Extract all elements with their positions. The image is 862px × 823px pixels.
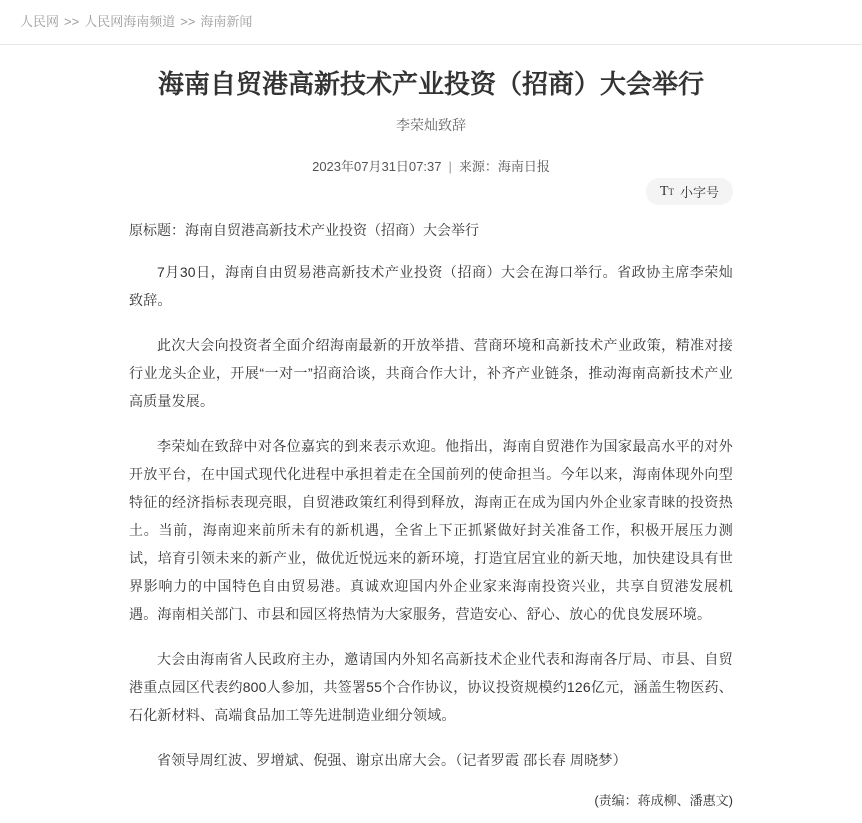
breadcrumb-separator: >> [64, 14, 80, 29]
editor-credit: (责编：蒋成柳、潘惠文) [594, 793, 733, 808]
original-title-text: 海南自贸港高新技术产业投资（招商）大会举行 [185, 222, 479, 238]
font-size-icon: TT [659, 184, 674, 199]
breadcrumb-link-hainan-channel[interactable]: 人民网海南频道 [84, 14, 176, 29]
article-meta [129, 156, 733, 175]
article-paragraph-4: 大会由海南省人民政府主办，邀请国内外知名高新技术企业代表和海南各厅局、市县、自贸港重点园区代表约800人参加，共签署55个合作协议，协议投资规模约126亿元，涵盖生物医药、石化新材料、高端食品加工等先进制造业细分领域。 [129, 651, 733, 723]
source-link[interactable]: 海南日报 [497, 159, 550, 174]
original-title-line [129, 219, 733, 241]
breadcrumb [0, 0, 862, 44]
article-body [129, 45, 733, 823]
font-size-button[interactable] [646, 178, 733, 205]
meta-separator: | [448, 159, 452, 174]
source-label: 来源： [458, 159, 498, 174]
article-paragraph-1: 7月30日，海南自由贸易港高新技术产业投资（招商）大会在海口举行。省政协主席李荣灿致辞。 [129, 264, 733, 308]
article-subtitle: 李荣灿致辞 [396, 117, 466, 133]
breadcrumb-link-peoples-daily[interactable]: 人民网 [20, 14, 60, 29]
breadcrumb-separator: >> [180, 14, 196, 29]
font-size-label: 小字号 [679, 185, 719, 200]
original-title-label: 原标题： [129, 222, 185, 238]
article-paragraph-5: 省领导周红波、罗增斌、倪强、谢京出席大会。（记者罗霞 邵长春 周晓梦） [157, 752, 627, 768]
breadcrumb-link-hainan-news[interactable]: 海南新闻 [200, 14, 253, 29]
article-title: 海南自贸港高新技术产业投资（招商）大会举行 [157, 69, 704, 99]
article-toolbar [129, 178, 733, 204]
article-paragraph-3: 李荣灿在致辞中对各位嘉宾的到来表示欢迎。他指出，海南自贸港作为国家最高水平的对外开放平台，在中国式现代化进程中承担着走在全国前列的使命担当。今年以来，海南体现外向型特征的经济指标表现亮眼，自贸港政策红利得到释放，海南正在成为国内外企业家青睐的投资热土。当前，海南迎来前所未有的新机遇，全省上下正抓紧做好封关准备工作，积极开展压力测试，培育引领未来的新产业，做优近悦远来的新环境，打造宜居宜业的新天地，加快建设具有世界影响力的中国特色自由贸易港。真诚欢迎国内外企业家来海南投资兴业，共享自贸港发展机遇。海南相关部门、市县和园区将热情为大家服务，营造安心、舒心、放心的优良发展环境。 [129, 438, 733, 622]
article-paragraph-2: 此次大会向投资者全面介绍海南最新的开放举措、营商环境和高新技术产业政策，精准对接行业龙头企业，开展“一对一”招商洽谈，共商合作大计，补齐产业链条，推动海南高新技术产业高质量发展。 [129, 337, 733, 409]
publish-datetime: 2023年07月31日07:37 [312, 159, 442, 174]
